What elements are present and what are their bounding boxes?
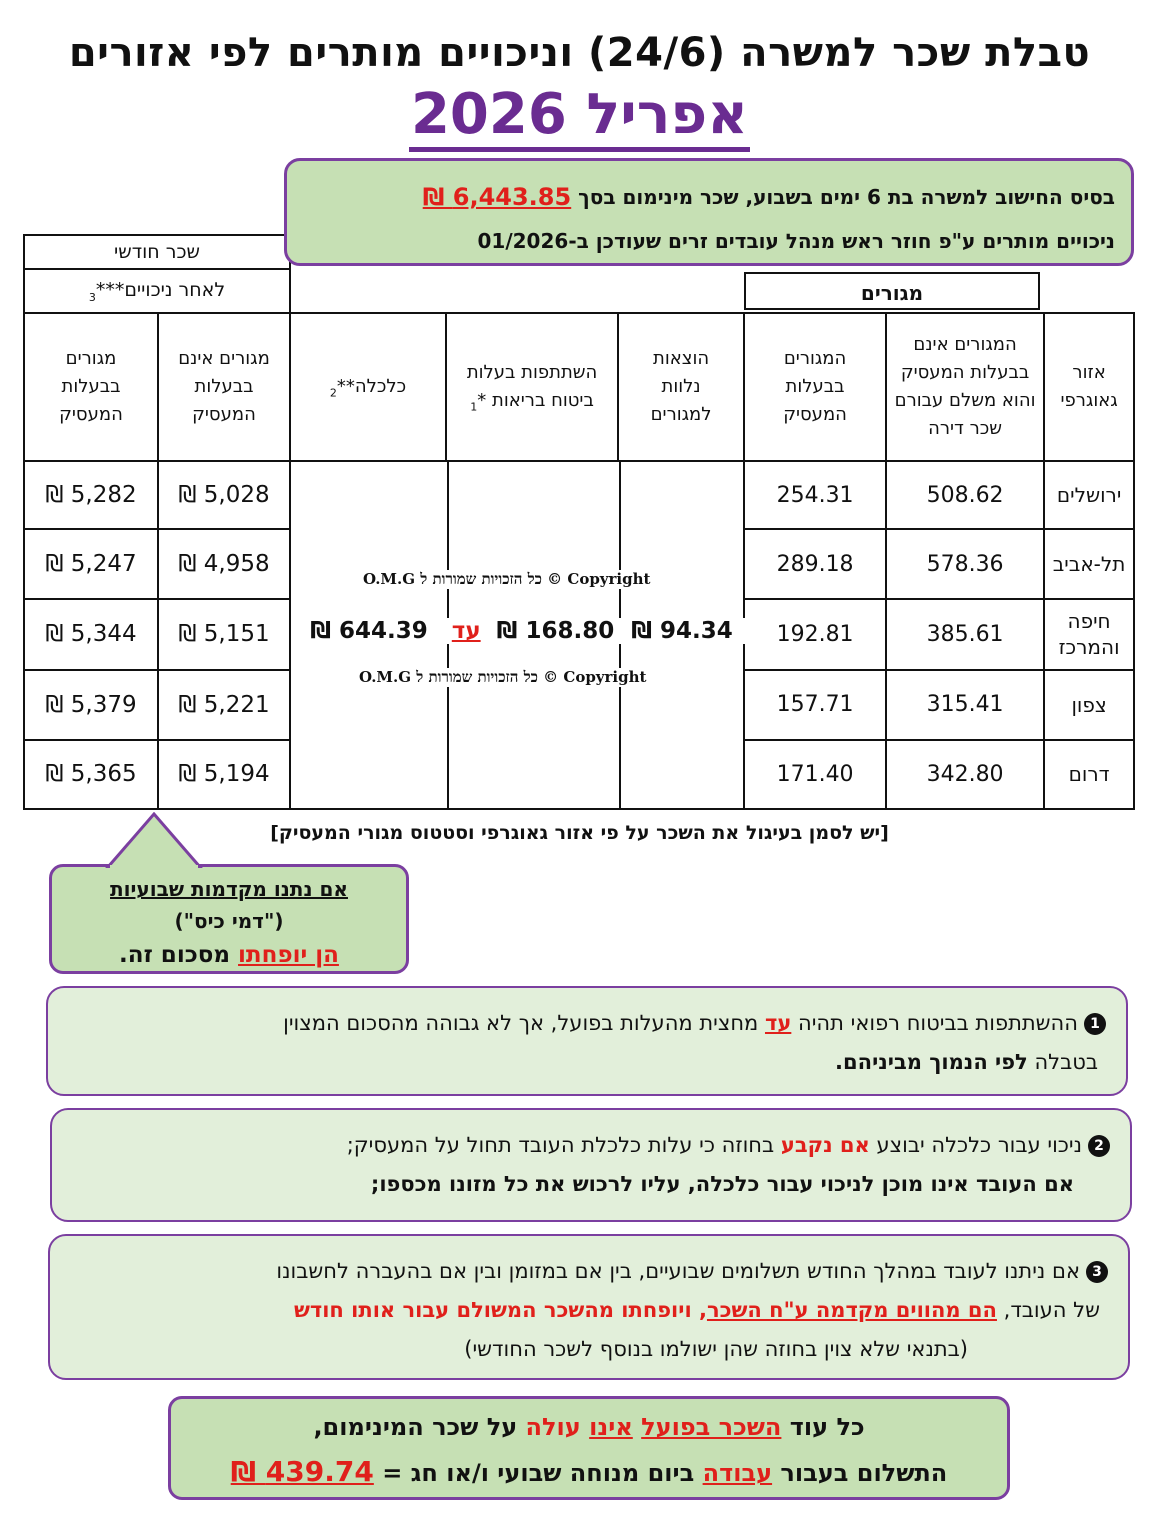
health-value-cell — [447, 618, 619, 644]
note-3-red-2: , ויופחתו מהשכר המשולם עבור אותו חודש — [293, 1297, 707, 1322]
utilities-header: הוצאות נלוות למגורים — [618, 313, 744, 461]
note-3-red-1: הם מהווים מקדמה ע"ח השכר — [706, 1297, 997, 1322]
holiday-text-b: על שכר המינימום, — [313, 1413, 526, 1441]
note-2 — [50, 1108, 1132, 1222]
after-deductions-label: לאחר ניכויים*** — [95, 278, 226, 301]
note-1-text-c: בטבלה — [1027, 1049, 1098, 1074]
advance-box — [49, 864, 409, 974]
note-3-text-b: של העובד, — [996, 1297, 1100, 1322]
owner-cell: 289.18 — [744, 529, 886, 598]
owner-cell: 157.71 — [744, 670, 886, 739]
net-owner-cell: 5,365 ₪ — [24, 740, 158, 809]
region-header: אזור גאוגרפי — [1044, 313, 1134, 461]
not-owner-cell: 385.61 — [886, 599, 1044, 670]
note-3-line-1 — [70, 1252, 1108, 1291]
food-footnote: 2 — [329, 386, 337, 400]
basis-text-1: בסיס החישוב למשרה בת 6 ימים בשבוע, שכר מינימום בסך — [578, 185, 1115, 209]
region-cell: תל-אביב — [1044, 529, 1134, 598]
note-1-bold: לפי הנמוך מביניהם. — [835, 1049, 1028, 1074]
holiday-line-1 — [171, 1407, 1007, 1448]
health-footnote: 1 — [470, 400, 478, 414]
note-2-text-b: בחוזה כי עלות כלכלת העובד תחול על המעסיק; — [346, 1133, 781, 1157]
monthly-wage-header: שכר חודשי — [24, 235, 290, 269]
health-header — [446, 313, 618, 461]
advance-reduced: הן יופחתו — [238, 942, 339, 968]
note-3-text-a: אם ניתנו לעובד במהלך החודש תשלומים שבועיים, בין אם במזומן ובין אם בהעברה לחשבונו — [276, 1259, 1080, 1283]
housing-owner-header: המגורים בבעלות המעסיק — [744, 313, 886, 461]
net-owner-cell: 5,344 ₪ — [24, 599, 158, 670]
fixed-deductions-block — [290, 461, 744, 809]
housing-not-owner-header: המגורים אינם בבעלות המעסיק והוא משלם עבורם שכר דירה — [886, 313, 1044, 461]
region-cell: צפון — [1044, 670, 1134, 739]
advance-line-3 — [52, 937, 406, 974]
food-value: 644.39 ₪ — [310, 618, 428, 644]
note-1-text-b: מחצית מהעלות בפועל, אך לא גבוהה מהסכום המצוין — [283, 1011, 765, 1035]
note-3-line-2 — [70, 1291, 1108, 1330]
advance-line-1: אם נתנו מקדמות שבועיות — [110, 877, 348, 901]
not-owner-cell: 342.80 — [886, 740, 1044, 809]
net-not-owner-cell: 4,958 ₪ — [158, 529, 290, 598]
region-cell: דרום — [1044, 740, 1134, 809]
note-1 — [46, 986, 1128, 1096]
advance-rest: מסכום זה. — [119, 942, 239, 968]
holiday-red-2: אינו — [589, 1413, 633, 1441]
net-owner-cell: 5,282 ₪ — [24, 461, 158, 529]
health-prefix: עד — [451, 618, 481, 644]
min-wage-amount: 6,443.85 ₪ — [422, 183, 572, 211]
health-value: 168.80 ₪ — [496, 618, 615, 644]
not-owner-cell: 315.41 — [886, 670, 1044, 739]
net-owner-header: מגורים בבעלות המעסיק — [24, 313, 158, 461]
owner-cell: 192.81 — [744, 599, 886, 670]
health-header-label: השתתפות בעלות ביטוח בריאות * — [466, 361, 598, 411]
month-label: אפריל 2026 — [409, 82, 750, 152]
copyright-1: Copyright © כל הזכויות שמורות ל O.M.G — [363, 570, 651, 588]
holiday-red-work: עבודה — [702, 1458, 773, 1487]
not-owner-cell: 578.36 — [886, 529, 1044, 598]
holiday-text-d: ביום מנוחה שבועי ו/או חג = — [373, 1458, 703, 1487]
note-1-text-a: ההשתתפות בביטוח רפואי תהיה — [791, 1011, 1078, 1035]
note-1-line-2 — [68, 1043, 1106, 1082]
callout-arrow — [104, 812, 204, 868]
holiday-red-3: עולה — [525, 1413, 581, 1441]
after-deductions-header — [24, 269, 290, 313]
net-not-owner-cell: 5,028 ₪ — [158, 461, 290, 529]
note-2-text-a: ניכוי עבור כלכלה יבוצע — [869, 1133, 1082, 1157]
note-2-red: אם נקבע — [780, 1133, 870, 1157]
note-2-line-1 — [72, 1126, 1110, 1165]
holiday-amount: 439.74 ₪ — [230, 1454, 374, 1488]
note-3 — [48, 1234, 1130, 1380]
note-number: 3 — [1086, 1261, 1108, 1283]
holiday-pay-box — [168, 1396, 1010, 1500]
net-not-owner-cell: 5,194 ₪ — [158, 740, 290, 809]
net-not-owner-header: מגורים אינם בבעלות המעסיק — [158, 313, 290, 461]
net-owner-cell: 5,379 ₪ — [24, 670, 158, 739]
circle-instruction: [יש לסמן בעיגול את השכר על פי אזור גאוגרפי וסטטוס מגורי המעסיק] — [270, 822, 889, 844]
net-owner-cell: 5,247 ₪ — [24, 529, 158, 598]
net-not-owner-cell: 5,221 ₪ — [158, 670, 290, 739]
holiday-red-1: השכר בפועל — [641, 1413, 782, 1441]
copyright-2: Copyright © כל הזכויות שמורות ל O.M.G — [359, 668, 647, 686]
wage-table — [23, 234, 1135, 810]
note-1-red: עד — [764, 1011, 792, 1035]
food-header-label: כלכלה** — [336, 375, 407, 397]
note-3-line-3: (בתנאי שלא צוין בחוזה שהן ישולמו בנוסף לשכר החודשי) — [464, 1336, 968, 1361]
region-cell: חיפה והמרכז — [1044, 599, 1134, 670]
holiday-text-a: כל עוד — [781, 1413, 865, 1441]
not-owner-cell: 508.62 — [886, 461, 1044, 529]
region-cell: ירושלים — [1044, 461, 1134, 529]
table-row — [24, 461, 1134, 529]
holiday-text-c: התשלום בעבור — [772, 1458, 948, 1487]
page-title: טבלת שכר למשרה (24/6) וניכויים מותרים לפי אזורים — [68, 30, 1091, 76]
holiday-line-2 — [171, 1448, 1007, 1496]
advance-line-2: ("דמי כיס") — [174, 909, 284, 933]
page-month — [0, 82, 1159, 147]
note-2-bold: אם העובד אינו מוכן לניכוי עבור כלכלה, עליו לרכוש את כל מזונו מכספו; — [370, 1171, 1074, 1196]
owner-cell: 171.40 — [744, 740, 886, 809]
basis-box — [284, 158, 1134, 266]
food-header — [290, 313, 446, 461]
basis-line-1 — [303, 175, 1115, 219]
utilities-value: 94.34 ₪ — [619, 618, 745, 644]
owner-cell: 254.31 — [744, 461, 886, 529]
after-deductions-footnote: 3 — [88, 290, 96, 304]
basis-line-2: ניכויים מותרים ע"פ חוזר ראש מנהל עובדים זרים שעודכן ב-01/2026 — [477, 229, 1115, 253]
housing-group-header: מגורים — [744, 272, 1040, 310]
note-number: 2 — [1088, 1135, 1110, 1157]
net-not-owner-cell: 5,151 ₪ — [158, 599, 290, 670]
note-number: 1 — [1084, 1013, 1106, 1035]
note-1-line-1 — [68, 1004, 1106, 1043]
